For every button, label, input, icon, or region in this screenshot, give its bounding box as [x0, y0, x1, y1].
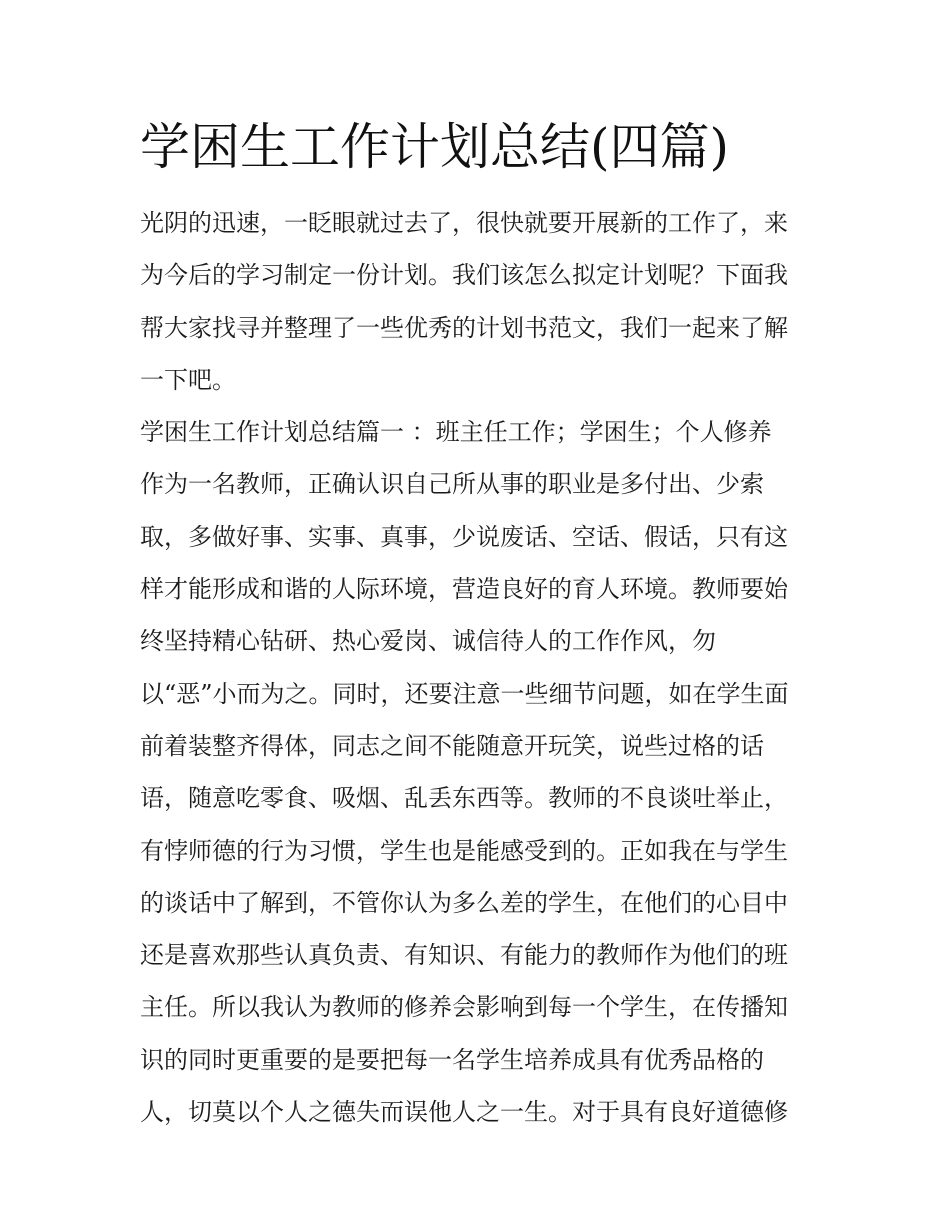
text-line: 人，切莫以个人之德失而误他人之一生。对于具有良好道德修 [140, 1098, 788, 1127]
text-line: 终坚持精心钻研、热心爱岗、诚信待人的工作作风，勿 [140, 627, 716, 656]
section-heading: 学困生工作计划总结篇一 ：班主任工作；学困生；个人修养 [140, 418, 772, 447]
text-line: 还是喜欢那些认真负责、有知识、有能力的教师作为他们的班 [140, 941, 788, 970]
text-line: 光阴的迅速，一眨眼就过去了，很快就要开展新的工作了，来 [140, 209, 788, 237]
text-line: 识的同时更重要的是要把每一名学生培养成具有优秀品格的 [140, 1045, 764, 1074]
text-line: 一下吧。 [140, 365, 236, 394]
text-line: 的谈话中了解到，不管你认为多么差的学生，在他们的心目中 [140, 888, 788, 917]
body-text [140, 197, 830, 1138]
text-line: 前着装整齐得体，同志之间不能随意开玩笑，说些过格的话 [140, 731, 764, 760]
text-line: 以“恶”小而为之。同时，还要注意一些细节问题，如在学生面 [140, 679, 789, 708]
text-line: 有悖师德的行为习惯，学生也是能感受到的。正如我在与学生 [140, 836, 788, 865]
page-title: 学困生工作计划总结(四篇) [140, 118, 730, 176]
text-line: 作为一名教师，正确认识自己所从事的职业是多付出、少索 [140, 470, 764, 499]
text-line: 取，多做好事、实事、真事，少说废话、空话、假话，只有这 [140, 522, 788, 551]
text-line: 主任。所以我认为教师的修养会影响到每一个学生，在传播知 [140, 993, 788, 1022]
text-line: 为今后的学习制定一份计划。我们该怎么拟定计划呢？下面我 [140, 261, 788, 290]
text-line: 样才能形成和谐的人际环境，营造良好的育人环境。教师要始 [140, 575, 788, 604]
text-line: 语，随意吃零食、吸烟、乱丢东西等。教师的不良谈吐举止， [140, 784, 788, 813]
text-line: 帮大家找寻并整理了一些优秀的计划书范文，我们一起来了解 [140, 313, 788, 342]
